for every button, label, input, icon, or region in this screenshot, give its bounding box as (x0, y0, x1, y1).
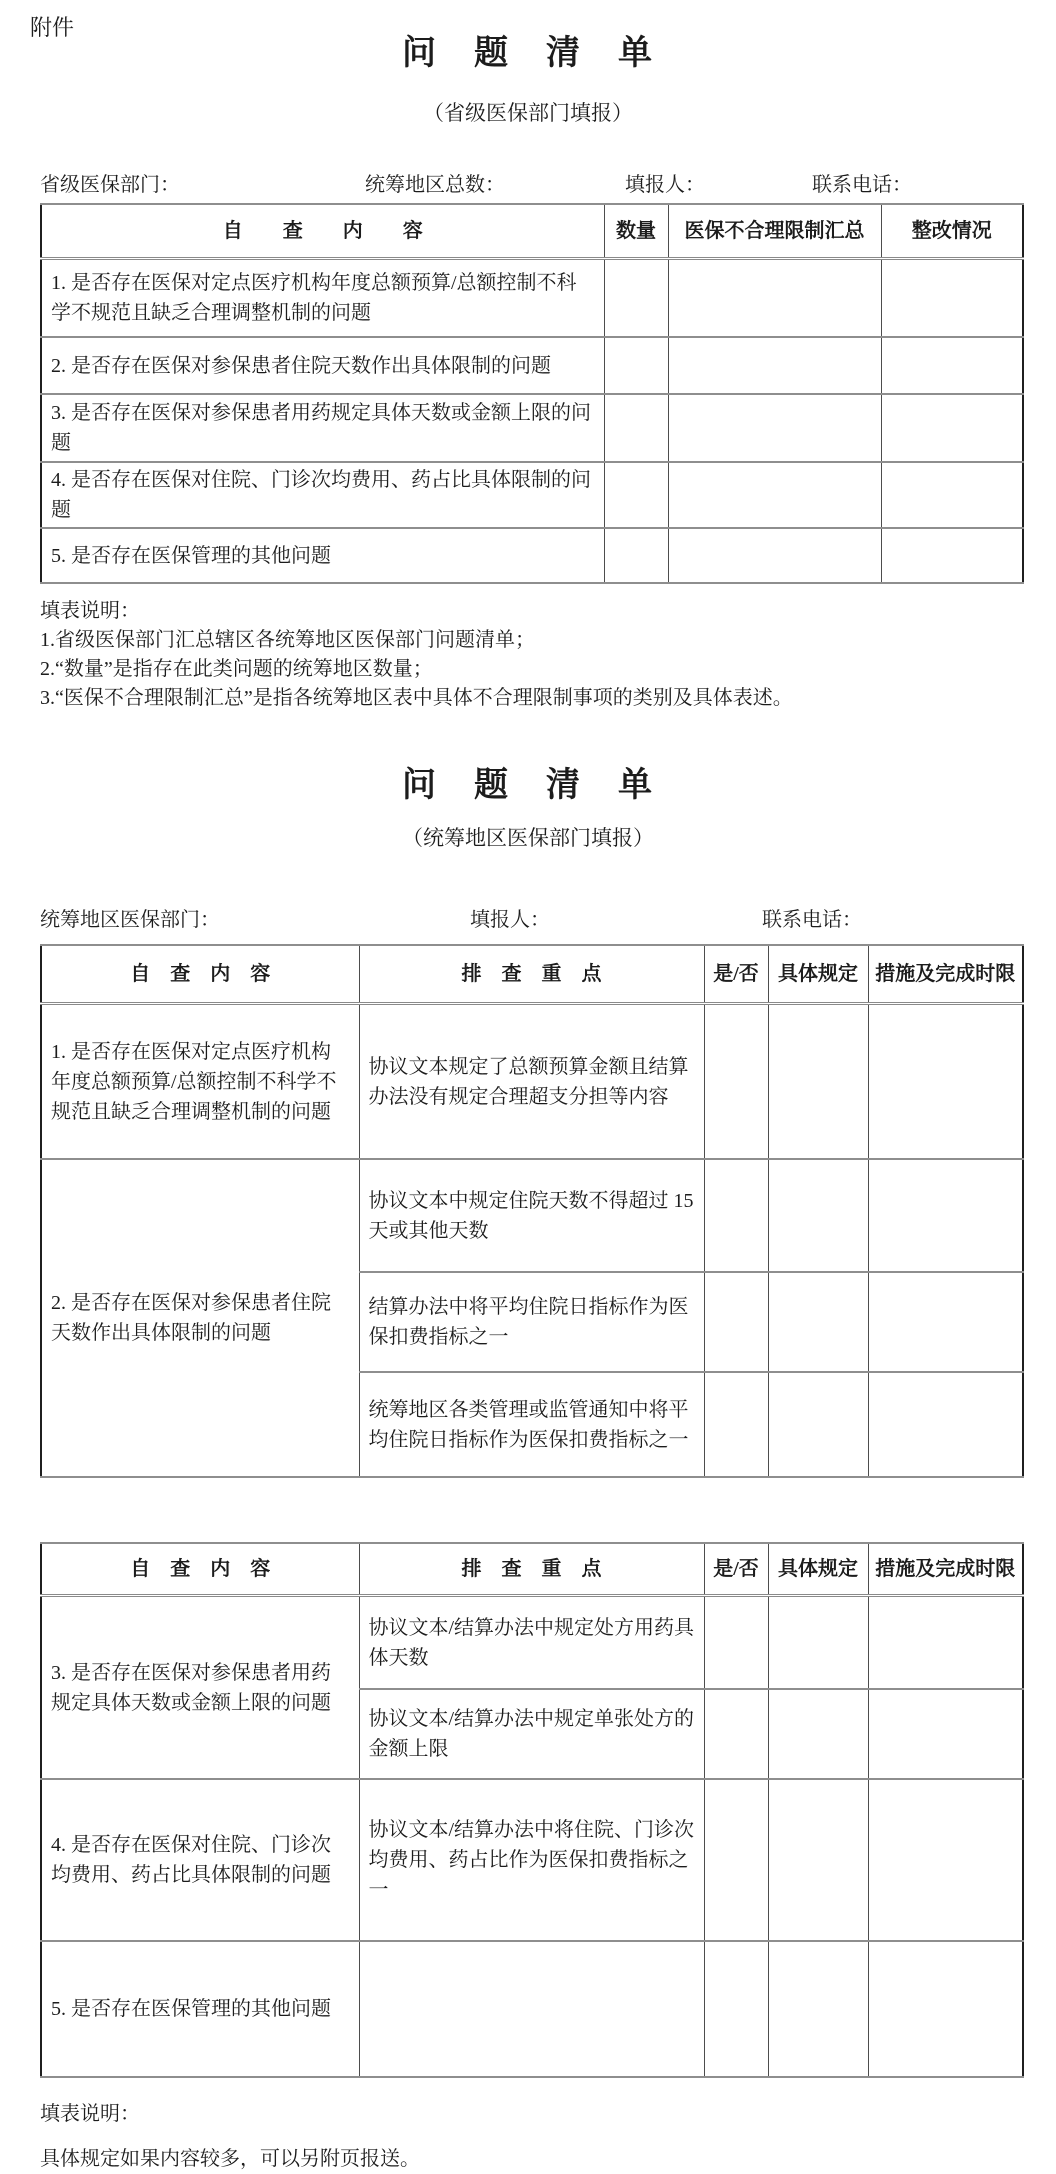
item-label-cell: 5. 是否存在医保管理的其他问题 (41, 528, 604, 583)
fill-in-cell (704, 1941, 768, 2077)
column-header-specific-provision: 具体规定 (768, 945, 868, 1004)
item-label-cell: 4. 是否存在医保对住院、门诊次均费用、药占比具体限制的问题 (41, 1779, 359, 1941)
fill-in-cell (604, 462, 668, 528)
column-header-yes-no: 是/否 (704, 1543, 768, 1596)
fill-in-cell (868, 1272, 1023, 1372)
phone-field-label: 联系电话： (812, 174, 912, 196)
table-row (41, 1159, 1023, 1272)
attachment-label: 附件 (30, 15, 75, 40)
column-header-yes-no: 是/否 (704, 945, 768, 1004)
note-item: 1.省级医保部门汇总辖区各统筹地区医保部门问题清单； (40, 629, 535, 651)
fill-in-cell (704, 1372, 768, 1477)
section1-subtitle: （省级医保部门填报） (423, 101, 633, 125)
keypoint-cell: 协议文本规定了总额预算金额且结算办法没有规定合理超支分担等内容 (359, 1004, 704, 1160)
column-header-inspection-focus: 排 查 重 点 (359, 1543, 704, 1596)
table-row (41, 462, 1023, 528)
fill-in-cell (868, 1004, 1023, 1160)
fill-in-cell (668, 337, 881, 394)
fill-in-cell (868, 1372, 1023, 1477)
reporter-field-label: 填报人： (470, 909, 550, 931)
fill-in-cell (704, 1272, 768, 1372)
fill-in-cell (668, 462, 881, 528)
fill-in-cell (704, 1159, 768, 1272)
item-label-cell: 3. 是否存在医保对参保患者用药规定具体天数或金额上限的问题 (41, 394, 604, 462)
item-label-cell: 1. 是否存在医保对定点医疗机构年度总额预算/总额控制不科学不规范且缺乏合理调整机制的问题 (41, 1004, 359, 1160)
provincial-problem-table (40, 203, 1024, 584)
fill-in-cell (881, 337, 1023, 394)
fill-in-cell (668, 394, 881, 462)
keypoint-cell: 协议文本/结算办法中规定处方用药具体天数 (359, 1596, 704, 1690)
fill-in-cell (668, 259, 881, 338)
column-header-self-check-content: 自 查 内 容 (41, 1543, 359, 1596)
fill-in-cell (768, 1941, 868, 2077)
notes-title: 填表说明： (40, 600, 140, 622)
column-header-self-check-content: 自 查 内 容 (41, 945, 359, 1004)
table-row (41, 394, 1023, 462)
fill-in-cell (868, 1596, 1023, 1690)
item-label-cell: 3. 是否存在医保对参保患者用药规定具体天数或金额上限的问题 (41, 1596, 359, 1780)
region-count-field-label: 统筹地区总数： (365, 174, 505, 196)
phone-field-label: 联系电话： (762, 909, 862, 931)
column-header-self-check-content: 自 查 内 容 (41, 204, 604, 259)
fill-in-cell (704, 1004, 768, 1160)
keypoint-cell: 结算办法中将平均住院日指标作为医保扣费指标之一 (359, 1272, 704, 1372)
fill-in-cell (868, 1941, 1023, 2077)
fill-in-cell (768, 1272, 868, 1372)
fill-in-cell (604, 528, 668, 583)
column-header-measures-deadline: 措施及完成时限 (868, 945, 1023, 1004)
column-header-unreasonable-limit-summary: 医保不合理限制汇总 (668, 204, 881, 259)
table-header-row (41, 945, 1023, 1004)
fill-in-cell (604, 337, 668, 394)
fill-in-cell (868, 1779, 1023, 1941)
fill-in-cell (881, 462, 1023, 528)
provincial-department-field-label: 省级医保部门： (40, 174, 180, 196)
item-label-cell: 1. 是否存在医保对定点医疗机构年度总额预算/总额控制不科学不规范且缺乏合理调整机制的问题 (41, 259, 604, 338)
fill-in-cell (768, 1004, 868, 1160)
reporter-field-label: 填报人： (625, 174, 705, 196)
document-page (0, 15, 1056, 2170)
note-item: 3.“医保不合理限制汇总”是指各统筹地区表中具体不合理限制事项的类别及具体表述。 (40, 687, 793, 709)
table-row (41, 1779, 1023, 1941)
table-row (41, 1941, 1023, 2077)
keypoint-cell: 协议文本中规定住院天数不得超过 15 天或其他天数 (359, 1159, 704, 1272)
fill-in-cell (881, 528, 1023, 583)
fill-in-cell (668, 528, 881, 583)
column-header-rectification-status: 整改情况 (881, 204, 1023, 259)
item-label-cell: 2. 是否存在医保对参保患者住院天数作出具体限制的问题 (41, 337, 604, 394)
table-row (41, 1596, 1023, 1690)
table-header-row (41, 1543, 1023, 1596)
region-department-field-label: 统筹地区医保部门： (40, 909, 220, 931)
fill-in-cell (768, 1689, 868, 1779)
fill-in-cell (768, 1159, 868, 1272)
column-header-quantity: 数量 (604, 204, 668, 259)
fill-in-cell (604, 394, 668, 462)
column-header-specific-provision: 具体规定 (768, 1543, 868, 1596)
fill-in-cell (768, 1596, 868, 1690)
keypoint-cell (359, 1941, 704, 2077)
fill-in-cell (868, 1689, 1023, 1779)
fill-in-cell (604, 259, 668, 338)
section1-notes (40, 597, 1026, 713)
fill-in-cell (704, 1689, 768, 1779)
item-label-cell: 4. 是否存在医保对住院、门诊次均费用、药占比具体限制的问题 (41, 462, 604, 528)
item-label-cell: 5. 是否存在医保管理的其他问题 (41, 1941, 359, 2077)
section2-subtitle: （统筹地区医保部门填报） (402, 826, 654, 850)
fill-in-cell (704, 1596, 768, 1690)
fill-in-cell (768, 1779, 868, 1941)
keypoint-cell: 协议文本/结算办法中规定单张处方的金额上限 (359, 1689, 704, 1779)
note-item: 2.“数量”是指存在此类问题的统筹地区数量； (40, 658, 433, 680)
item-label-cell: 2. 是否存在医保对参保患者住院天数作出具体限制的问题 (41, 1159, 359, 1477)
section2-note-line: 具体规定如果内容较多，可以另附页报送。 (40, 2148, 420, 2170)
section2-form-line (40, 907, 1022, 933)
table-row (41, 337, 1023, 394)
section2-notes-title: 填表说明： (40, 2103, 140, 2125)
fill-in-cell (704, 1779, 768, 1941)
column-header-inspection-focus: 排 查 重 点 (359, 945, 704, 1004)
table-row (41, 259, 1023, 338)
table-header-row (41, 204, 1023, 259)
table-row (41, 528, 1023, 583)
section2-title: 问 题 清 单 (402, 767, 654, 804)
column-header-measures-deadline: 措施及完成时限 (868, 1543, 1023, 1596)
fill-in-cell (768, 1372, 868, 1477)
section1-form-line (40, 172, 1022, 198)
region-problem-table-part2 (40, 1542, 1024, 2078)
region-problem-table-part1 (40, 944, 1024, 1478)
keypoint-cell: 统筹地区各类管理或监管通知中将平均住院日指标作为医保扣费指标之一 (359, 1372, 704, 1477)
fill-in-cell (881, 259, 1023, 338)
fill-in-cell (881, 394, 1023, 462)
table-row (41, 1004, 1023, 1160)
section1-title: 问 题 清 单 (402, 35, 654, 72)
keypoint-cell: 协议文本/结算办法中将住院、门诊次均费用、药占比作为医保扣费指标之一 (359, 1779, 704, 1941)
fill-in-cell (868, 1159, 1023, 1272)
